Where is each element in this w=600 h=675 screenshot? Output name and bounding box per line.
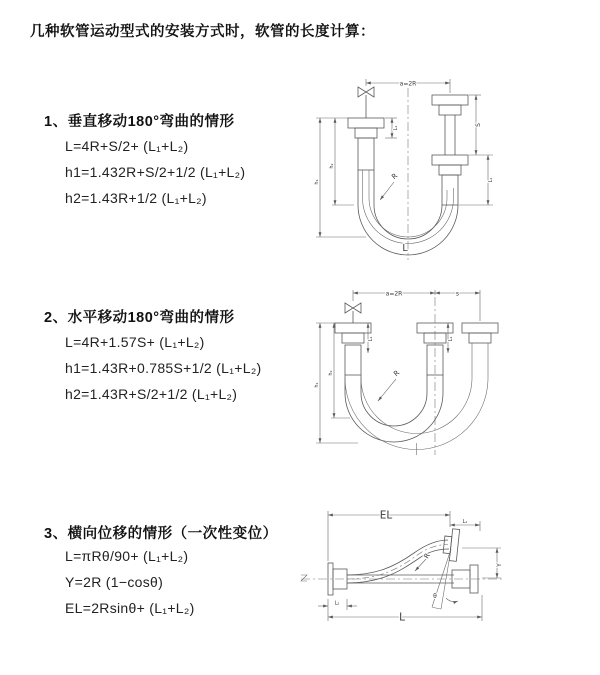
axis-break-mark: [301, 575, 307, 581]
dim-label-r: R: [390, 171, 400, 182]
dim-label-l1-middle: L₁: [448, 336, 454, 342]
right-flange-lower: [432, 155, 468, 175]
section-2-formula-L: L=4R+1.57S+ (L₁+L₂): [65, 334, 205, 350]
dim-label-l1: L₁: [462, 518, 468, 525]
dim-label-el: EL: [379, 509, 393, 522]
section-2-formula-h1: h1=1.43R+0.785S+1/2 (L₁+L₂): [65, 360, 262, 376]
section-2-heading: 2、水平移动180°弯曲的情形: [44, 310, 235, 326]
right-flange-upper: [432, 95, 468, 115]
valve-icon: [345, 303, 361, 323]
section-3-formula-Y: Y=2R (1−cosθ): [65, 574, 164, 590]
section-3-formula-L: L=πRθ/90+ (L₁+L₂): [65, 548, 189, 564]
braided-hose-section: [442, 175, 458, 205]
diagram-vertical-180-bend: [308, 70, 580, 262]
section-1-formula-h1: h1=1.432R+S/2+1/2 (L₁+L₂): [65, 164, 246, 180]
section-2-formula-h2: h2=1.43R+S/2+1/2 (L₁+L₂): [65, 386, 238, 402]
dim-label-l1-left: L₁: [393, 125, 399, 131]
braided-hose-section: [345, 345, 361, 375]
dim-label-h2: h₂: [328, 370, 334, 376]
section-1-formula-h2: h2=1.43R+1/2 (L₁+L₂): [65, 190, 207, 206]
dim-label-a2r: a=2R: [385, 290, 403, 298]
page-title: 几种软管运动型式的安装方式时，软管的长度计算：: [30, 24, 375, 40]
dim-label-s: S: [475, 123, 482, 127]
diagram-horizontal-180-bend: [308, 283, 580, 468]
dim-label-s: s: [455, 290, 460, 298]
section-3-formula-EL: EL=2Rsinθ+ (L₁+L₂): [65, 600, 195, 616]
dim-label-theta: θ: [433, 593, 437, 600]
dim-label-l2: L₂: [334, 600, 340, 607]
dim-label-l: L: [402, 243, 408, 254]
dim-label-r: R: [422, 551, 432, 561]
dim-label-a2r: a=2R: [399, 80, 417, 88]
section-1-heading: 1、垂直移动180°弯曲的情形: [44, 114, 235, 130]
dim-label-h1: h₁: [314, 179, 320, 185]
s-curve-hose: [347, 540, 449, 583]
dim-label-h2: h₂: [329, 163, 335, 169]
u-hose-curves: [345, 343, 488, 455]
diagram-lateral-displacement: [298, 503, 593, 638]
left-flange: [348, 118, 384, 138]
section-1-formula-L: L=4R+S/2+ (L₁+L₂): [65, 138, 189, 154]
dim-label-y: Y: [496, 563, 503, 567]
right-flange: [462, 323, 498, 343]
section-3-heading: 3、横向位移的情形（一次性变位）: [44, 526, 278, 542]
braided-hose-section: [358, 138, 374, 170]
dim-label-r: R: [392, 368, 402, 379]
dim-label-l: L: [399, 611, 405, 624]
valve-icon: [358, 87, 374, 118]
dim-label-l1-right: L₁: [488, 177, 494, 183]
left-flange: [335, 323, 371, 343]
dim-label-h1: h₁: [314, 382, 320, 388]
dim-label-l1-left: L₁: [368, 336, 374, 342]
